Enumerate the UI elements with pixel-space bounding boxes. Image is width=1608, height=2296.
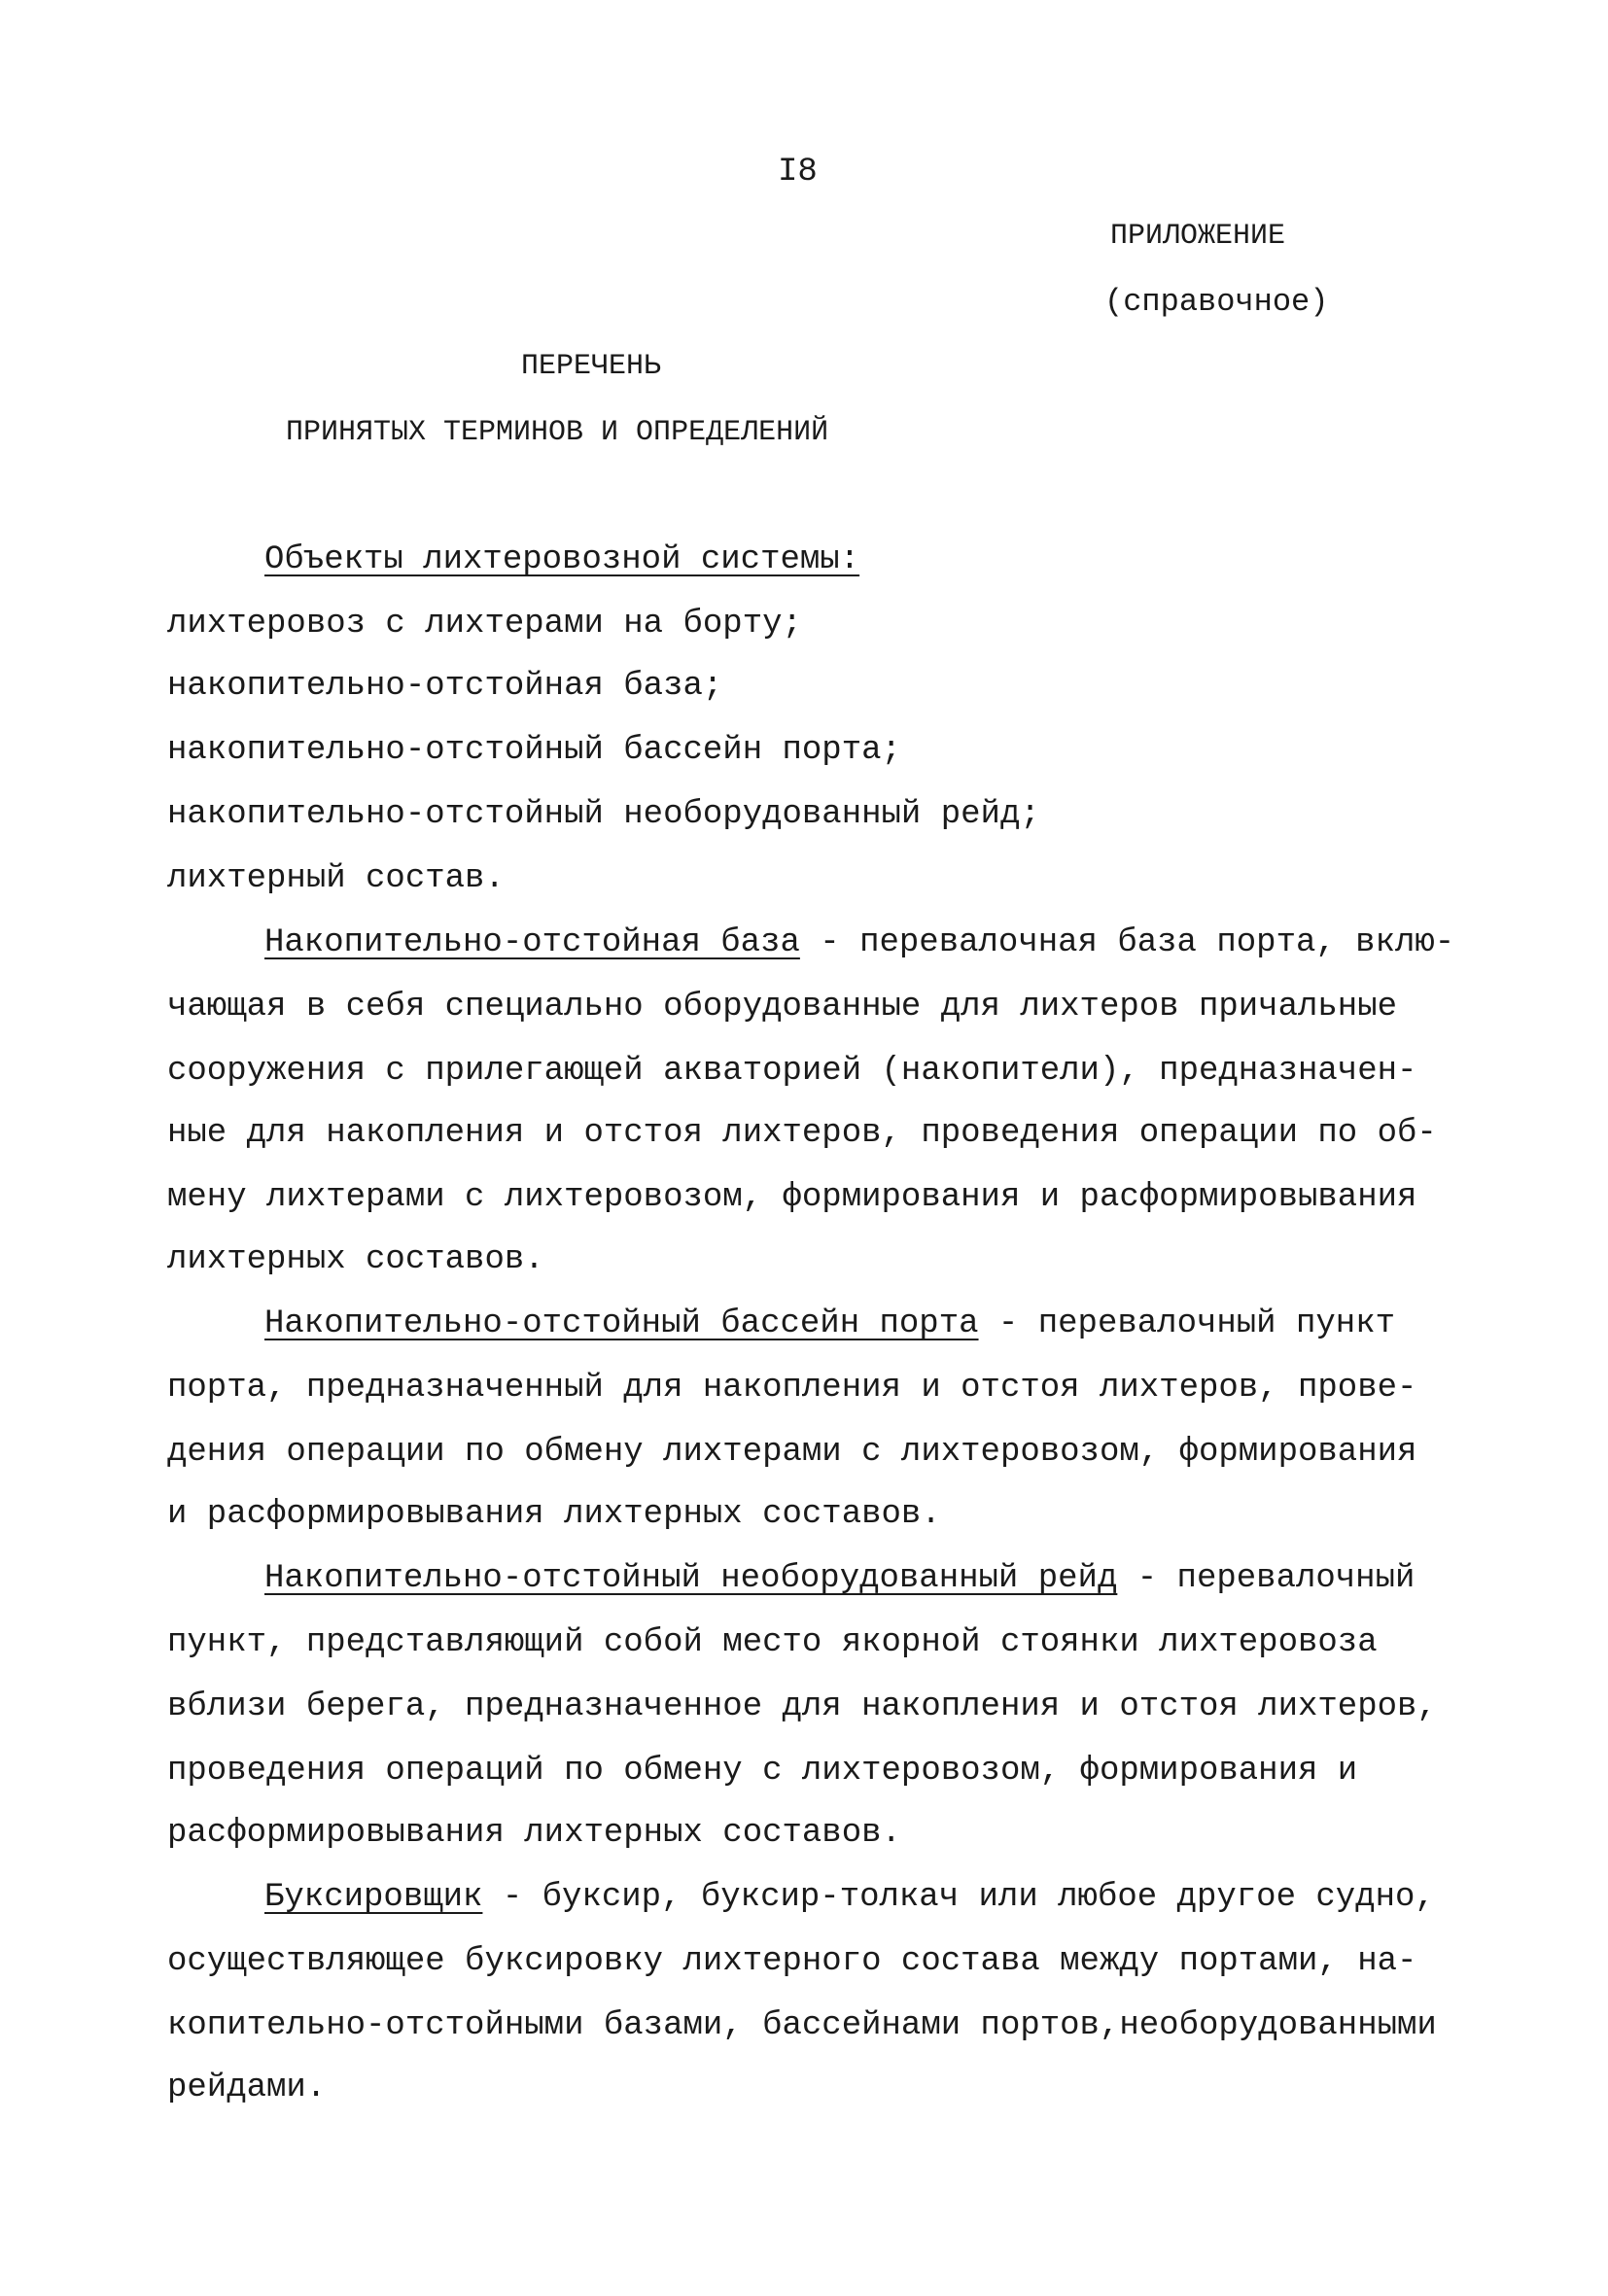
page-number: I8 (778, 154, 818, 191)
definition-term: Накопительно-отстойный бассейн порта (264, 1305, 979, 1342)
definition-line: пункт, представляющий собой место якорной стоянки лихтеровоза (167, 1624, 1378, 1661)
definition-line: осуществляющее буксировку лихтерного состава между портами, на- (167, 1943, 1417, 1980)
definition-line: и расформировывания лихтерных составов. (167, 1496, 941, 1533)
objects-item: лихтеровоз с лихтерами на борту; (167, 606, 802, 643)
definition-text: - перевалочный (1117, 1560, 1416, 1597)
definition-text: - буксир, буксир-толкач или любое другое судно, (482, 1879, 1435, 1916)
definition-line: порта, предназначенный для накопления и отстоя лихтеров, прове- (167, 1370, 1417, 1407)
definition-term: Накопительно-отстойная база (264, 924, 800, 961)
objects-item: накопительно-отстойная база; (167, 668, 723, 705)
objects-item: накопительно-отстойный необорудованный рейд; (167, 796, 1040, 833)
document-subtitle: ПРИНЯТЫХ ТЕРМИНОВ И ОПРЕДЕЛЕНИЙ (286, 416, 829, 449)
document-title: ПЕРЕЧЕНЬ (521, 350, 662, 383)
definition-line: ные для накопления и отстоя лихтеров, проведения операции по об- (167, 1115, 1437, 1152)
definition-line: мену лихтерами с лихтеровозом, формирования и расформировывания (167, 1179, 1417, 1216)
definition-term: Накопительно-отстойный необорудованный рейд (264, 1560, 1118, 1597)
definition-line: рейдами. (167, 2070, 327, 2106)
definition-line: копительно-отстойными базами, бассейнами портов,необорудованными (167, 2007, 1437, 2044)
objects-item: лихтерный состав. (167, 860, 505, 897)
definition-line: дения операции по обмену лихтерами с лихтеровозом, формирования (167, 1434, 1417, 1471)
definition-text: - перевалочный пункт (978, 1305, 1396, 1342)
definition-term: Буксировщик (264, 1879, 483, 1916)
objects-item: накопительно-отстойный бассейн порта; (167, 732, 901, 769)
definition-line: чающая в себя специально оборудованные для лихтеров причальные (167, 989, 1398, 1026)
definition-line: расформировывания лихтерных составов. (167, 1815, 901, 1852)
definition-first-line (264, 1305, 1395, 1343)
definition-line: вблизи берега, предназначенное для накопления и отстоя лихтеров, (167, 1688, 1437, 1725)
definition-first-line (264, 923, 1454, 962)
definition-first-line (264, 1878, 1435, 1917)
definition-line: проведения операций по обмену с лихтеровозом, формирования и (167, 1753, 1358, 1790)
definition-text: - перевалочная база порта, вклю- (799, 924, 1455, 961)
definition-first-line (264, 1559, 1415, 1598)
objects-heading-text: Объекты лихтеровозной системы: (264, 541, 860, 578)
appendix-note: (справочное) (1104, 284, 1329, 320)
definition-line: сооружения с прилегающей акваторией (накопители), предназначен- (167, 1053, 1417, 1090)
appendix-label: ПРИЛОЖЕНИЕ (1110, 220, 1286, 253)
objects-heading (264, 540, 859, 579)
definition-line: лихтерных составов. (167, 1241, 544, 1278)
